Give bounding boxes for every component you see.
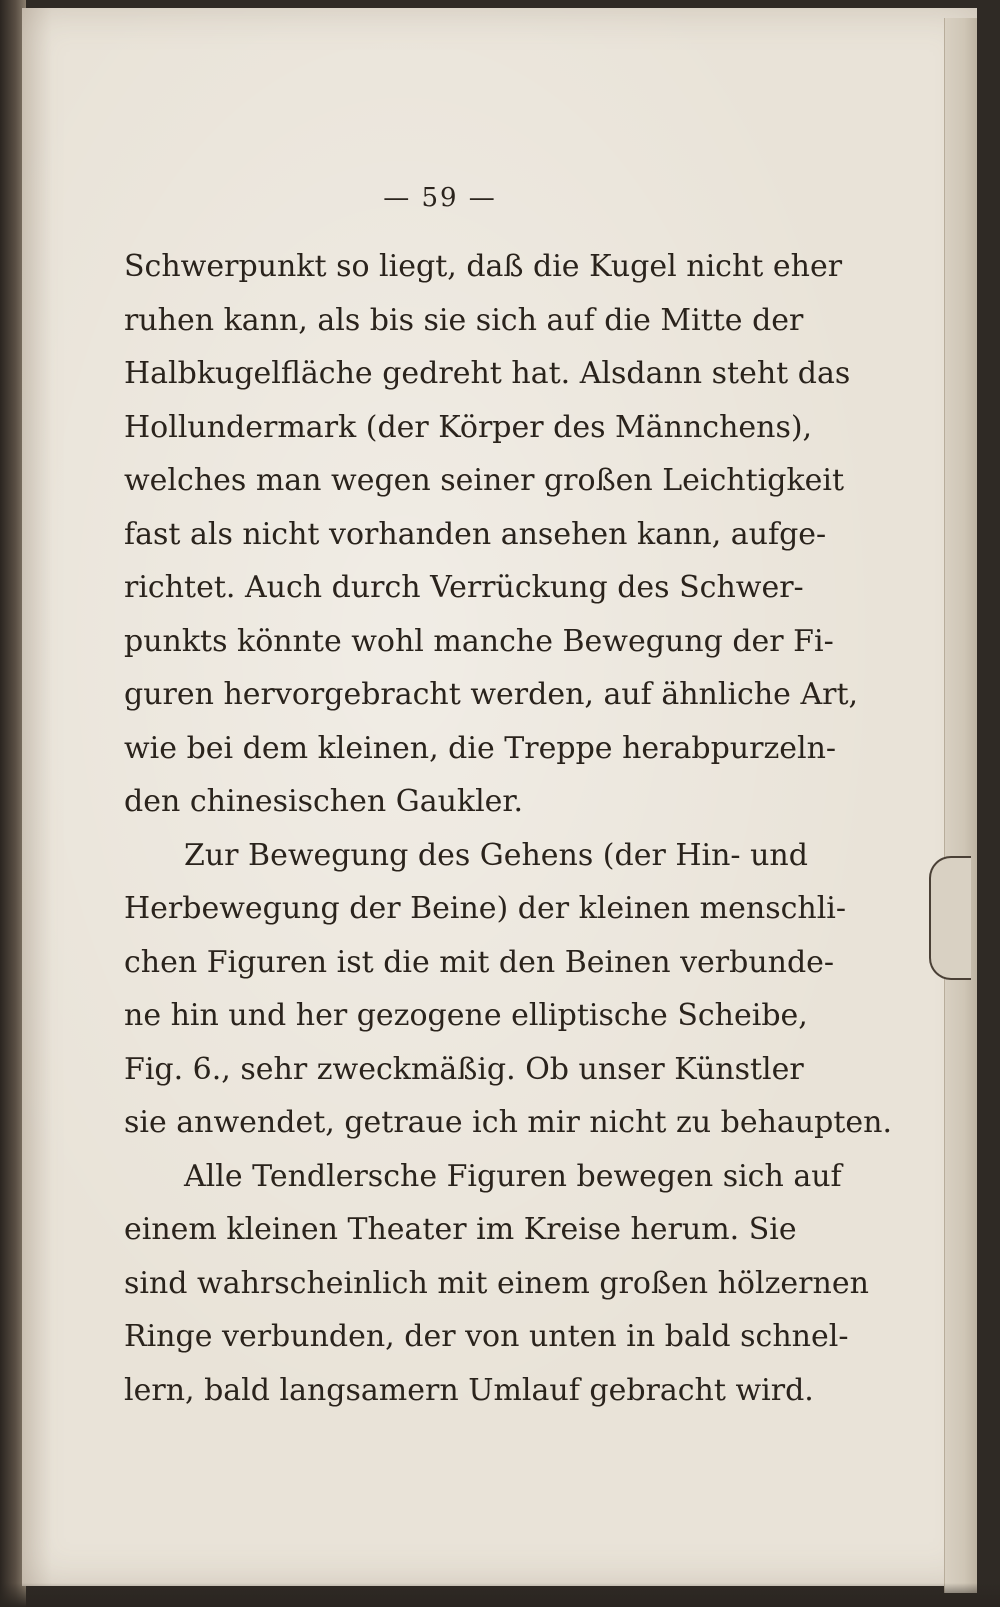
page-edge-stack xyxy=(944,18,977,1593)
text-line: sie anwendet, getraue ich mir nicht zu behaupten. xyxy=(124,1105,893,1140)
text-line: richtet. Auch durch Verrückung des Schwer- xyxy=(124,570,804,605)
text-line: fast als nicht vorhanden ansehen kann, aufge- xyxy=(124,516,827,552)
text-line: Halbkugelfläche gedreht hat. Alsdann steht das xyxy=(124,356,851,391)
text-line: Schwerpunkt so liegt, daß die Kugel nicht eher xyxy=(124,249,843,284)
text-line: welches man wegen seiner großen Leichtigkeit xyxy=(124,463,845,498)
text-line: chen Figuren ist die mit den Beinen verbunde- xyxy=(124,944,835,980)
text-line: sind wahrscheinlich mit einem großen hölzernen xyxy=(124,1265,869,1301)
text-line: Herbewegung der Beine) der kleinen menschli- xyxy=(124,891,847,926)
text-line: Zur Bewegung des Gehens (der Hin- und xyxy=(184,837,808,873)
text-line: Ringe verbunden, der von unten in bald schnel- xyxy=(124,1319,849,1354)
text-line: punkts könnte wohl manche Bewegung der Fi- xyxy=(124,623,834,659)
page-number: — 59 — xyxy=(383,183,497,213)
text-line: den chinesischen Gaukler. xyxy=(124,784,524,819)
body-text xyxy=(124,240,893,1417)
text-line: Alle Tendlersche Figuren bewegen sich auf xyxy=(184,1158,842,1194)
page-tab-marker xyxy=(929,856,971,980)
text-line: Fig. 6., sehr zweckmäßig. Ob unser Künstler xyxy=(124,1051,804,1087)
text-line: ruhen kann, als bis sie sich auf die Mitte der xyxy=(124,302,804,338)
text-line: wie bei dem kleinen, die Treppe herabpurzeln- xyxy=(124,730,837,766)
text-line: einem kleinen Theater im Kreise herum. Sie xyxy=(124,1212,797,1247)
bottom-shadow xyxy=(0,1583,1000,1607)
text-line: ne hin und her gezogene elliptische Scheibe, xyxy=(124,998,808,1033)
text-line: lern, bald langsamern Umlauf gebracht wird. xyxy=(124,1372,814,1408)
text-line: guren hervorgebracht werden, auf ähnliche Art, xyxy=(124,677,859,712)
text-line: Hollundermark (der Körper des Männchens), xyxy=(124,409,813,445)
